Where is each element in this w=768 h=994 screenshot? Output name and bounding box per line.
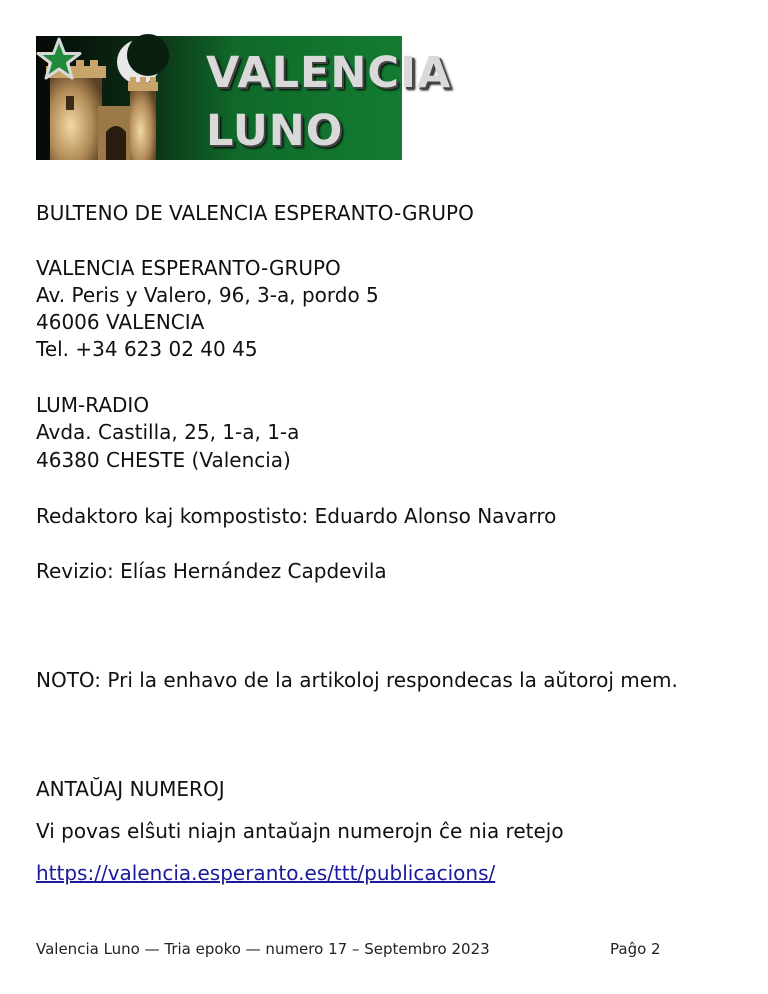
reviewer-credit: Revizio: Elías Hernández Capdevila <box>36 559 387 583</box>
group-city: 46006 VALENCIA <box>36 310 205 334</box>
previous-issues-text: Vi povas elŝuti niajn antaŭajn numerojn ĉe nia retejo <box>36 819 564 843</box>
tower-right <box>130 88 156 160</box>
group-name: VALENCIA ESPERANTO-GRUPO <box>36 256 341 280</box>
radio-name: LUM-RADIO <box>36 393 150 417</box>
group-street: Av. Peris y Valero, 96, 3-a, pordo 5 <box>36 283 379 307</box>
radio-city: 46380 CHESTE (Valencia) <box>36 448 291 472</box>
banner-title <box>206 44 451 160</box>
group-phone: Tel. +34 623 02 40 45 <box>36 337 258 361</box>
tower-left <box>50 74 102 160</box>
radio-street: Avda. Castilla, 25, 1-a, 1-a <box>36 420 300 444</box>
previous-issues-title: ANTAŬAJ NUMEROJ <box>36 777 225 801</box>
valencia-luno-banner <box>36 36 452 160</box>
footer-issue-info: Valencia Luno — Tria epoko — numero 17 – Septembro 2023 <box>36 940 490 958</box>
editor-credit: Redaktoro kaj kompostisto: Eduardo Alonso Navarro <box>36 504 557 528</box>
banner-line-2: LUNO <box>206 106 344 156</box>
publications-link[interactable]: https://valencia.esperanto.es/ttt/publicacions/ <box>36 861 496 885</box>
note-paragraph: NOTO: Pri la enhavo de la artikoloj respondecas la aŭtoroj mem. <box>36 668 678 692</box>
banner-line-1: VALENCIA <box>206 48 452 98</box>
green-star-icon <box>36 36 82 82</box>
bulletin-heading: BULTENO DE VALENCIA ESPERANTO-GRUPO <box>36 201 474 225</box>
footer-page-number: Paĝo 2 <box>610 940 661 958</box>
